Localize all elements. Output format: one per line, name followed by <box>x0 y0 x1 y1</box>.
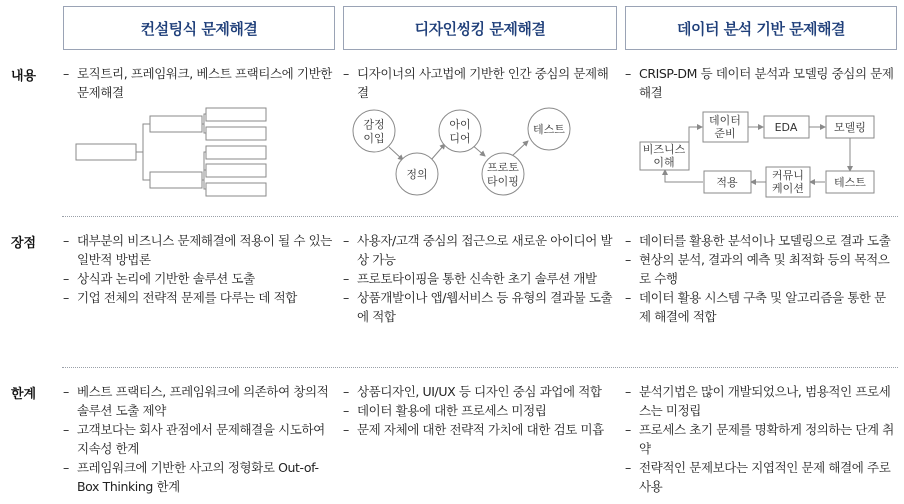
limit-item: – 베스트 프랙티스, 프레임워크에 의존하여 창의적 솔루션 도출 제약 <box>63 382 335 420</box>
limit-item: – 분석기법은 많이 개발되었으나, 범용적인 프로세스는 미정립 <box>625 382 897 420</box>
strength-item: – 사용자/고객 중심의 접근으로 새로운 아이디어 발상 가능 <box>343 231 619 269</box>
node-business-label: 비즈니스 <box>642 143 686 156</box>
tree-leaf-box <box>206 108 266 121</box>
header-consulting: 컨설팅식 문제해결 <box>63 6 335 50</box>
row-label-strengths: 장점 <box>11 236 37 251</box>
row-label-content: 내용 <box>11 69 37 84</box>
strength-item: – 데이터 활용 시스템 구축 및 알고리즘을 통한 문제 해결에 적합 <box>625 288 897 326</box>
tree-leaf-box <box>206 183 266 196</box>
node-eda-label: EDA <box>774 121 798 134</box>
limit-item: – 프레임워크에 기반한 사고의 정형화로 Out-of-Box Thinking 한계 <box>63 458 335 496</box>
node-communication-label: 커뮤니 <box>772 169 804 182</box>
node-empathy-label: 감정 <box>363 118 385 131</box>
limit-item: – 문제 자체에 대한 전략적 가치에 대한 검토 미흡 <box>343 420 617 439</box>
content-design <box>343 64 618 102</box>
strength-item: – 프로토타이핑을 통한 신속한 초기 솔루션 개발 <box>343 269 619 288</box>
content-item: – 로직트리, 프레임워크, 베스트 프랙티스에 기반한 문제해결 <box>63 64 333 102</box>
node-prototype-label: 프로토 <box>487 161 519 174</box>
node-prototype-label: 타이핑 <box>487 175 519 188</box>
node-data-prep-label: 준비 <box>714 127 736 140</box>
limits-design <box>343 382 617 439</box>
tree-leaf-box <box>206 164 266 177</box>
limit-item: – 전략적인 문제보다는 지엽적인 문제 해결에 주로 사용 <box>625 458 897 496</box>
tree-root-box <box>76 144 136 160</box>
node-communication-label: 케이션 <box>772 182 804 195</box>
design-thinking-diagram <box>345 104 615 199</box>
strength-item: – 대부분의 비즈니스 문제해결에 적용이 될 수 있는 일반적 방법론 <box>63 231 335 269</box>
tree-mid-box <box>150 172 202 188</box>
content-item: – 디자이너의 사고법에 기반한 인간 중심의 문제해결 <box>343 64 618 102</box>
logic-tree-diagram <box>70 104 270 204</box>
node-define-label: 정의 <box>406 168 428 181</box>
strengths-design <box>343 231 619 326</box>
limits-consulting <box>63 382 335 496</box>
header-data-analysis: 데이터 분석 기반 문제해결 <box>625 6 897 50</box>
content-item: – CRISP-DM 등 데이터 분석과 모델링 중심의 문제해결 <box>625 64 897 102</box>
limit-item: – 상품디자인, UI/UX 등 디자인 중심 과업에 적합 <box>343 382 617 401</box>
strengths-consulting <box>63 231 335 307</box>
strengths-data <box>625 231 897 326</box>
crisp-dm-diagram <box>630 104 890 199</box>
node-ideate-label: 아이 <box>449 118 471 131</box>
content-data <box>625 64 897 102</box>
limit-item: – 데이터 활용에 대한 프로세스 미정립 <box>343 401 617 420</box>
node-modeling-label: 모델링 <box>834 121 866 134</box>
node-apply-label: 적용 <box>716 176 738 189</box>
limit-item: – 프로세스 초기 문제를 명확하게 정의하는 단계 취약 <box>625 420 897 458</box>
header-design-thinking: 디자인씽킹 문제해결 <box>343 6 617 50</box>
tree-mid-box <box>150 116 202 132</box>
node-prototype <box>482 153 524 195</box>
tree-leaf-box <box>206 127 266 140</box>
node-business-label: 이해 <box>653 156 675 169</box>
strength-item: – 데이터를 활용한 분석이나 모델링으로 결과 도출 <box>625 231 897 250</box>
node-data-prep-label: 데이터 <box>709 114 741 127</box>
node-test-label: 테스트 <box>533 123 565 136</box>
tree-leaf-box <box>206 146 266 159</box>
row-separator <box>62 367 898 368</box>
node-ideate-label: 디어 <box>449 132 471 145</box>
limit-item: – 고객보다는 회사 관점에서 문제해결을 시도하여 지속성 한계 <box>63 420 335 458</box>
content-consulting <box>63 64 333 102</box>
strength-item: – 상품개발이나 앱/웹서비스 등 유형의 결과물 도출에 적합 <box>343 288 619 326</box>
node-ideate <box>439 110 481 152</box>
limits-data <box>625 382 897 496</box>
node-empathy <box>353 110 395 152</box>
row-label-limits: 한계 <box>11 387 37 402</box>
strength-item: – 기업 전체의 전략적 문제를 다루는 데 적합 <box>63 288 335 307</box>
node-empathy-label: 이입 <box>363 132 385 145</box>
node-test-label: 테스트 <box>834 176 866 189</box>
row-separator <box>62 216 898 217</box>
strength-item: – 상식과 논리에 기반한 솔루션 도출 <box>63 269 335 288</box>
strength-item: – 현상의 분석, 결과의 예측 및 최적화 등의 목적으로 수행 <box>625 250 897 288</box>
